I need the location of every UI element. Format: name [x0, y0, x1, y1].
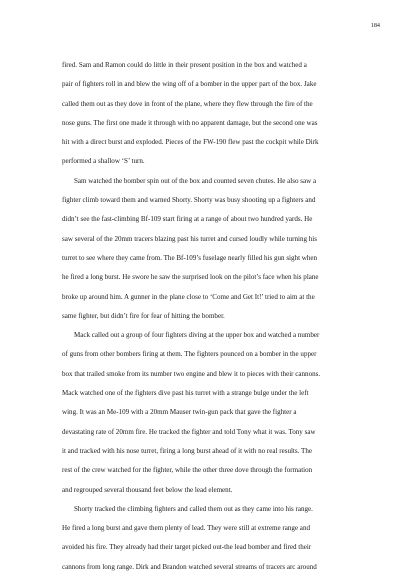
text-line: fighter climb toward them and warned Shorty. Shorty was busy shooting up a fighters and: [62, 196, 316, 205]
text-line: Mack watched one of the fighters dive past his turret with a strange bulge under the left: [62, 389, 309, 398]
text-line: Mack called out a group of four fighters diving at the upper box and watched a number: [74, 331, 320, 340]
text-line: he fired a long burst. He swore he saw the surprised look on the pilot’s face when his plane: [62, 273, 319, 282]
text-line: hit with a direct burst and exploded. Pieces of the FW-190 flew past the cockpit while Dirk: [62, 138, 319, 147]
text-line: didn’t see the fast-climbing Bf-109 start firing at a range of about two hundred yards. He: [62, 215, 313, 224]
body-text: [62, 56, 370, 577]
text-line: same fighter, but didn’t fire for fear of hitting the bomber.: [62, 311, 225, 320]
text-line: wing. It was an Me-109 with a 20mm Mauser twin-gun pack that gave the fighter a: [62, 408, 297, 417]
text-line: cannons from long range. Dirk and Brandon watched several streams of tracers arc around: [62, 562, 317, 571]
text-line: performed a shallow ‘S’ turn.: [62, 157, 145, 166]
text-line: called them out as they dove in front of the plane, where they flew through the fire of the: [62, 99, 313, 108]
page-number: 184: [370, 22, 380, 29]
text-line: saw several of the 20mm tracers blazing past his turret and cursed loudly while turning his: [62, 234, 317, 243]
text-line: turret to see where they came from. The Bf-109’s fuselage nearly filled his gun sight when: [62, 253, 318, 262]
text-line: Sam watched the bomber spin out of the box and counted seven chutes. He also saw a: [74, 176, 317, 185]
text-line: devastating rate of 20mm fire. He tracked the fighter and told Tony what it was. Tony saw: [62, 427, 316, 436]
text-line: it and tracked with his nose turret, firing a long burst ahead of it with no real results. The: [62, 446, 312, 455]
text-line: pair of fighters roll in and blew the wing off of a bomber in the upper part of the box. Jake: [62, 80, 317, 89]
text-line: He fired a long burst and gave them plenty of lead. They were still at extreme range and: [62, 524, 310, 533]
text-line: and regrouped several thousand feet below the lead element.: [62, 485, 233, 494]
text-line: fired. Sam and Ramon could do little in their present position in the box and watched a: [62, 61, 307, 69]
text-line: Shorty tracked the climbing fighters and called them out as they came into his range.: [74, 504, 313, 513]
text-line: avoided his fire. They already had their target picked out-the lead bomber and fired their: [62, 543, 312, 552]
text-line: nose guns. The first one made it through with no apparent damage, but the second one was: [62, 118, 318, 127]
text-line: box that trailed smoke from its number two engine and blew it to pieces with their cannons.: [62, 369, 321, 378]
text-line: broke up around him. A gunner in the plane close to ‘Come and Get It!’ tried to aim at the: [62, 292, 315, 301]
text-line: rest of the crew watched for the fighter, while the other three dove through the formation: [62, 466, 313, 475]
text-line: of guns from other bombers firing at them. The fighters pounced on a bomber in the upper: [62, 350, 317, 359]
